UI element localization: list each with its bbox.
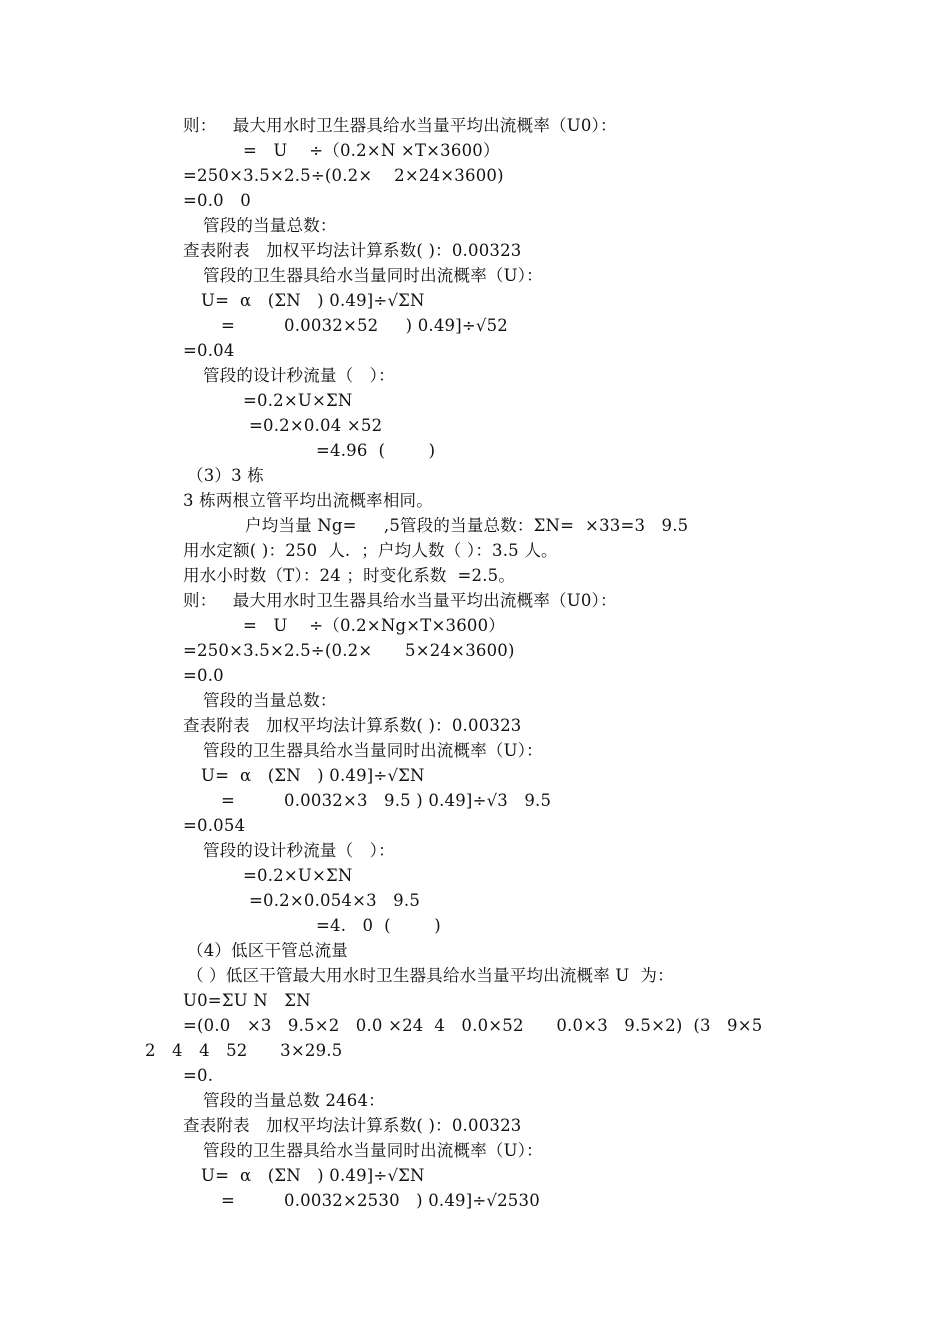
text-line: 查表附表 加权平均法计算系数( )：0.00323 bbox=[183, 241, 522, 260]
text-line: =0.2×U×ΣN bbox=[243, 866, 353, 885]
text-line: =0.0 0 bbox=[183, 191, 251, 210]
text-line: U= α (ΣN ) 0.49]÷√ΣN bbox=[201, 766, 425, 785]
text-line: 管段的当量总数 2464： bbox=[203, 1091, 385, 1110]
text-line: 管段的卫生器具给水当量同时出流概率（U）： bbox=[203, 1141, 543, 1160]
text-line: =4. 0 ( ) bbox=[316, 916, 441, 935]
text-line: =250×3.5×2.5÷(0.2× 5×24×3600) bbox=[183, 641, 515, 660]
text-line: 查表附表 加权平均法计算系数( )：0.00323 bbox=[183, 716, 522, 735]
text-line: =0.2×0.054×3 9.5 bbox=[249, 891, 421, 910]
text-line: 管段的卫生器具给水当量同时出流概率（U）： bbox=[203, 741, 543, 760]
text-line: U0=ΣU N ΣN bbox=[183, 991, 311, 1010]
text-line: =0.0 bbox=[183, 666, 224, 685]
text-line: 2 4 4 52 3×29.5 bbox=[145, 1041, 343, 1060]
text-line: 3 栋两根立管平均出流概率相同。 bbox=[183, 491, 433, 510]
text-line: 用水定额( )：250 人. ；户均人数（ ）：3.5 人。 bbox=[183, 541, 558, 560]
text-line: =0.2×U×ΣN bbox=[243, 391, 353, 410]
text-line: = U ÷（0.2×Ng×T×3600） bbox=[243, 616, 505, 635]
text-line: 管段的当量总数： bbox=[203, 216, 337, 235]
text-line: 管段的当量总数： bbox=[203, 691, 337, 710]
text-line: U= α (ΣN ) 0.49]÷√ΣN bbox=[201, 1166, 425, 1185]
text-line: （4）低区干管总流量 bbox=[187, 941, 348, 960]
text-line: 管段的卫生器具给水当量同时出流概率（U）： bbox=[203, 266, 543, 285]
text-line: 用水小时数（T）：24 ；时变化系数 =2.5。 bbox=[183, 566, 516, 585]
text-line: 户均当量 Ng= ,5管段的当量总数：ΣN= ×33=3 9.5 bbox=[245, 516, 689, 535]
text-line: = 0.0032×52 ) 0.49]÷√52 bbox=[221, 316, 509, 335]
text-line: =0.054 bbox=[183, 816, 246, 835]
text-line: （ ）低区干管最大用水时卫生器具给水当量平均出流概率 U 为： bbox=[187, 966, 674, 985]
text-line: （3）3 栋 bbox=[187, 466, 264, 485]
text-line: =4.96 ( ) bbox=[316, 441, 436, 460]
text-line: =0.04 bbox=[183, 341, 235, 360]
text-line: 管段的设计秒流量（ ）： bbox=[203, 366, 395, 385]
text-line: = 0.0032×2530 ) 0.49]÷√2530 bbox=[221, 1191, 540, 1210]
text-line: 管段的设计秒流量（ ）： bbox=[203, 841, 395, 860]
text-line: =0.2×0.04 ×52 bbox=[249, 416, 383, 435]
text-line: =0. bbox=[183, 1066, 214, 1085]
text-line: =(0.0 ×3 9.5×2 0.0 ×24 4 0.0×52 0.0×3 9.5×2) (3 9×5 bbox=[183, 1016, 763, 1035]
text-line: = 0.0032×3 9.5 ) 0.49]÷√3 9.5 bbox=[221, 791, 552, 810]
text-line: 则： 最大用水时卫生器具给水当量平均出流概率（U0）： bbox=[183, 591, 617, 610]
text-line: =250×3.5×2.5÷(0.2× 2×24×3600) bbox=[183, 166, 504, 185]
text-line: U= α (ΣN ) 0.49]÷√ΣN bbox=[201, 291, 425, 310]
text-line: = U ÷（0.2×N ×T×3600） bbox=[243, 141, 500, 160]
text-line: 则： 最大用水时卫生器具给水当量平均出流概率（U0）： bbox=[183, 116, 617, 135]
text-line: 查表附表 加权平均法计算系数( )：0.00323 bbox=[183, 1116, 522, 1135]
